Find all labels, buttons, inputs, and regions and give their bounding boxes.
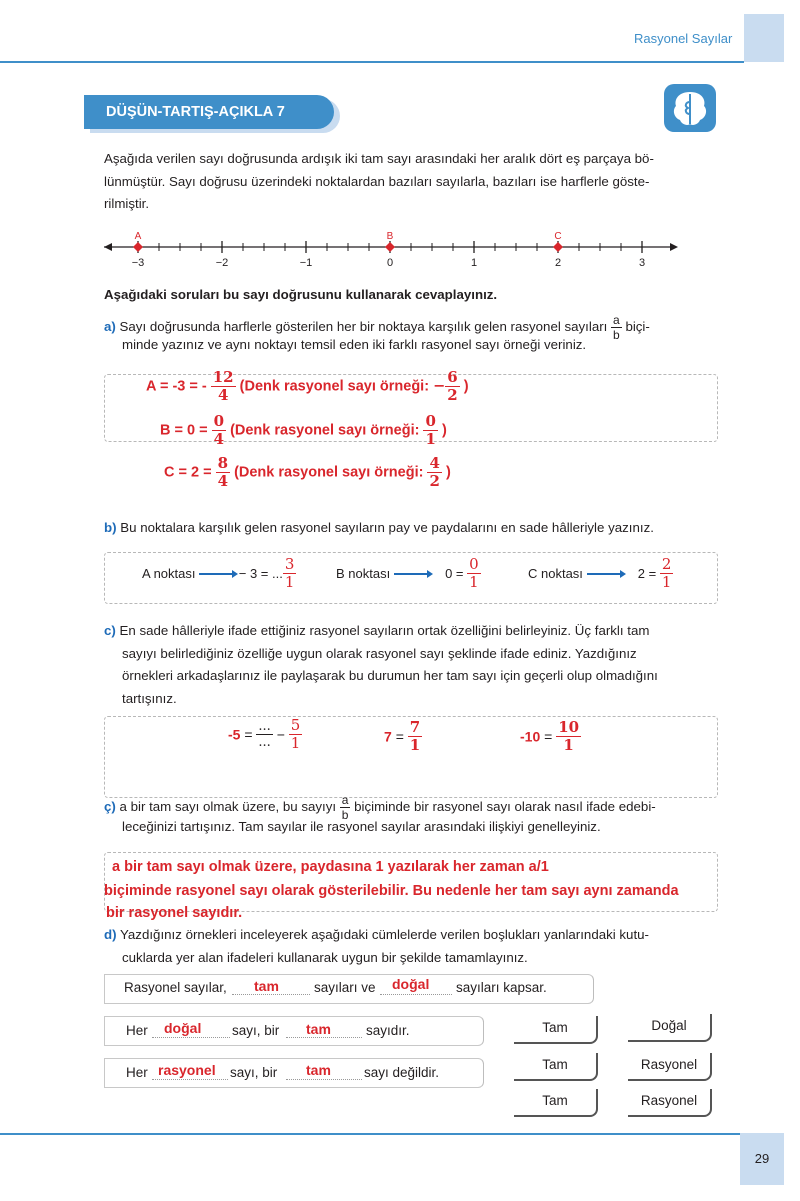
sentence-2-p1: Her (126, 1023, 148, 1038)
sentence-3-answer-2: tam (306, 1062, 331, 1078)
point-label: A (134, 231, 142, 242)
arrow-right-icon (199, 573, 235, 575)
tick-label: 0 (386, 257, 394, 269)
question-d: d) Yazdığınız örnekleri inceleyerek aşağıdaki cümlelerde verilen boşlukları yanlarındaki kutu- cuklarda yer alan ifadeleri kullanarak uygun bir şekilde tamamlayınız. (104, 927, 649, 965)
page-number: 29 (754, 1151, 770, 1166)
point-label: B (386, 231, 394, 242)
arrow-left-icon (104, 243, 112, 251)
question-text: Sayı doğrusunda harflerle gösterilen her bir noktaya karşılık gelen rasyonel sayıları (119, 319, 608, 335)
option-rasyonel: Rasyonel (628, 1053, 712, 1081)
sentence-3-p1: Her (126, 1065, 148, 1080)
blank-line (152, 1079, 228, 1080)
option-tam: Tam (514, 1016, 598, 1044)
question-b: b) Bu noktalara karşılık gelen rasyonel sayıların pay ve paydalarını en sade hâlleriyle yazınız. (104, 520, 654, 535)
sentence-2-p3: sayıdır. (366, 1023, 410, 1038)
blank-line (286, 1037, 362, 1038)
answer-b-line: B = 0 = $\frac{0}{4}$ (Denk rasyonel sayı örneği: $\frac{0}{1}$ ) (160, 412, 447, 448)
question-cc-line2: leceğinizi tartışınız. Tam sayılar ile rasyonel sayılar arasındaki ilişkiyi genelleyiniz. (122, 819, 601, 834)
tick-label: 2 (554, 257, 562, 269)
intro-text: Aşağıda verilen sayı doğrusunda ardışık iki tam sayı arasındaki her aralık dört eş parçaya bö- lünmüştür. Sayı doğrusu üzerindeki noktalardan bazıları sayılarla, bazıları ise harflerle göste- rilmiştir. (104, 151, 654, 211)
ab-fraction: $\frac{a}{b}$ (613, 313, 620, 342)
number-line (100, 226, 680, 272)
question-c: c) En sade hâlleriyle ifade ettiğiniz rasyonel sayıların ortak özelliğini belirleyiniz. Üç farklı tam sayıyı belirlediğiniz özelliğe uygun olarak rasyonel sayı şeklinde ifade ediniz. Yazdığınız örnekleri arkadaşlarınız ile paylaşarak bu durumun her tam sayı için geçerli olup olmadığını tartışınız. (104, 623, 658, 706)
sentence-2-p2: sayı, bir (232, 1023, 280, 1038)
header-tab (744, 14, 784, 62)
sentence-2-answer-1: doğal (164, 1020, 202, 1036)
sentence-1-p1: Rasyonel sayılar, (124, 980, 227, 995)
option-tam: Tam (514, 1053, 598, 1081)
instruction: Aşağıdaki soruları bu sayı doğrusunu kullanarak cevaplayınız. (104, 287, 498, 302)
tick-label: 1 (470, 257, 478, 269)
question-a: a) Sayı doğrusunda harflerle gösterilen her bir noktaya karşılık gelen rasyonel sayıları $\frac{a}{b}$ biçi- (104, 313, 650, 342)
blank-line (380, 994, 452, 995)
answer-a-line: A = -3 = - $\frac{12}{4}$ (Denk rasyonel sayı örneği: − $\frac{6}{2}$ ) (146, 368, 469, 404)
c-example-3: -10 = $\frac{10}{1}$ (520, 718, 580, 754)
arrow-right-icon (670, 243, 678, 251)
tick-label: −1 (299, 257, 313, 269)
sentence-1-answer-2: doğal (392, 976, 430, 992)
question-cc: ç) a bir tam sayı olmak üzere, bu sayıyı $\frac{a}{b}$ biçiminde bir rasyonel sayı olarak nasıl ifade edebi- (104, 793, 656, 822)
blank-line (286, 1079, 362, 1080)
point-marker (385, 242, 395, 252)
arrow-right-icon (394, 573, 430, 575)
sentence-1-p2: sayıları ve (314, 980, 376, 995)
section-banner: DÜŞÜN-TARTIŞ-AÇIKLA 7 (84, 95, 334, 129)
tick-label: 3 (638, 257, 646, 269)
point-marker (553, 242, 563, 252)
header-title: Rasyonel Sayılar (634, 31, 733, 46)
sentence-3-p3: sayı değildir. (364, 1065, 440, 1080)
tick-label: −2 (215, 257, 229, 269)
sentence-3-p2: sayı, bir (230, 1065, 278, 1080)
answer-cc-line2: biçiminde rasyonel sayı olarak gösterilebilir. Bu nedenle her tam sayı aynı zamanda (104, 883, 679, 899)
point-marker (133, 242, 143, 252)
blank-line (232, 994, 310, 995)
answer-c-line: C = 2 = $\frac{8}{4}$ (Denk rasyonel sayı örneği: $\frac{4}{2}$ ) (164, 454, 451, 490)
b-item-c: C noktası 2 = $\frac{2}{1}$ (528, 555, 672, 591)
sentence-box (104, 1016, 484, 1046)
answer-cc-line3: bir rasyonel sayıdır. (106, 905, 243, 921)
b-item-b: B noktası 0 = $\frac{0}{1}$ (336, 555, 479, 591)
sentence-3-answer-1: rasyonel (158, 1062, 216, 1078)
arrow-right-icon (587, 573, 623, 575)
b-item-a: A noktası − 3 = ... $\frac{3}{1}$ (142, 555, 295, 591)
answer-cc-line1: a bir tam sayı olmak üzere, paydasına 1 yazılarak her zaman a/1 (112, 859, 549, 875)
sentence-1-p3: sayıları kapsar. (456, 980, 547, 995)
tick-label: −3 (131, 257, 145, 269)
option-dogal: Doğal (628, 1014, 712, 1042)
c-example-1: -5 = $\frac{...}{...}$ − $\frac{5}{1}$ (228, 716, 301, 752)
sentence-2-answer-2: tam (306, 1021, 331, 1037)
footer-rule (0, 1133, 740, 1135)
question-label: a) (104, 319, 116, 335)
blank-line (152, 1037, 230, 1038)
brain-icon (664, 84, 716, 132)
c-example-2: 7 = $\frac{7}{1}$ (384, 718, 421, 754)
point-label: C (554, 231, 562, 242)
question-a-line2: minde yazınız ve aynı noktayı temsil eden iki farklı rasyonel sayı örneği veriniz. (122, 337, 587, 352)
sentence-1-answer-1: tam (254, 978, 279, 994)
option-rasyonel: Rasyonel (628, 1089, 712, 1117)
option-tam: Tam (514, 1089, 598, 1117)
header-rule (0, 61, 744, 63)
